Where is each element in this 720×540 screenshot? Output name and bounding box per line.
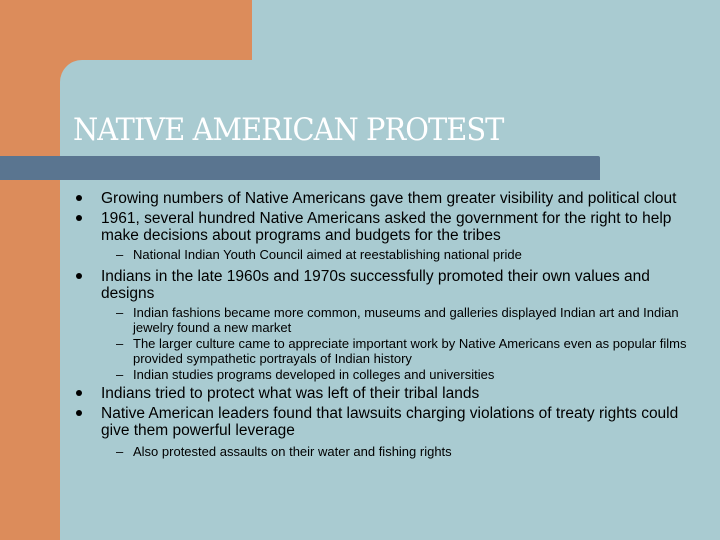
sub-bullet-item	[76, 336, 706, 367]
bullet-text: 1961, several hundred Native Americans asked the government for the right to help make decisions about programs and budgets for the tribes	[101, 210, 672, 244]
bullet-marker	[76, 215, 82, 221]
dash-marker: –	[116, 335, 124, 351]
bullet-item	[76, 268, 706, 302]
bullet-marker	[76, 195, 82, 201]
dash-marker: –	[116, 304, 124, 320]
slide-content	[76, 190, 706, 460]
sub-bullet-text: Also protested assaults on their water and fishing rights	[133, 444, 452, 459]
bullet-text: Native American leaders found that lawsuits charging violations of treaty rights could give them powerful leverage	[101, 405, 679, 439]
dash-marker: –	[116, 247, 124, 262]
sub-bullet-text: The larger culture came to appreciate important work by Native Americans even as popular films provided sympathetic portrayals of Indian history	[133, 335, 687, 366]
slide-title: NATIVE AMERICAN PROTEST	[73, 112, 504, 148]
sub-bullet-item	[76, 444, 706, 460]
dash-marker: –	[116, 444, 124, 459]
bullet-item	[76, 385, 706, 402]
sub-bullet-text: Indian studies programs developed in colleges and universities	[133, 366, 495, 382]
bullet-marker	[76, 410, 82, 416]
bullet-marker	[76, 273, 82, 279]
bullet-text: Indians in the late 1960s and 1970s successfully promoted their own values and designs	[101, 267, 650, 302]
bullet-item	[76, 405, 706, 439]
bullet-marker	[76, 390, 82, 396]
sub-bullet-item	[76, 247, 706, 263]
title-underline-bar	[0, 156, 600, 180]
bullet-text: Growing numbers of Native Americans gave them greater visibility and political clout	[101, 190, 677, 207]
sub-bullet-text: Indian fashions became more common, museums and galleries displayed Indian art and Indian jewelry found a new market	[133, 304, 679, 335]
bullet-text: Indians tried to protect what was left of their tribal lands	[101, 385, 480, 402]
dash-marker: –	[116, 366, 124, 382]
bullet-item	[76, 210, 706, 244]
sub-bullet-text: National Indian Youth Council aimed at reestablishing national pride	[133, 247, 522, 262]
bullet-item	[76, 190, 706, 207]
sub-bullet-item	[76, 305, 706, 336]
sub-bullet-item	[76, 367, 706, 383]
